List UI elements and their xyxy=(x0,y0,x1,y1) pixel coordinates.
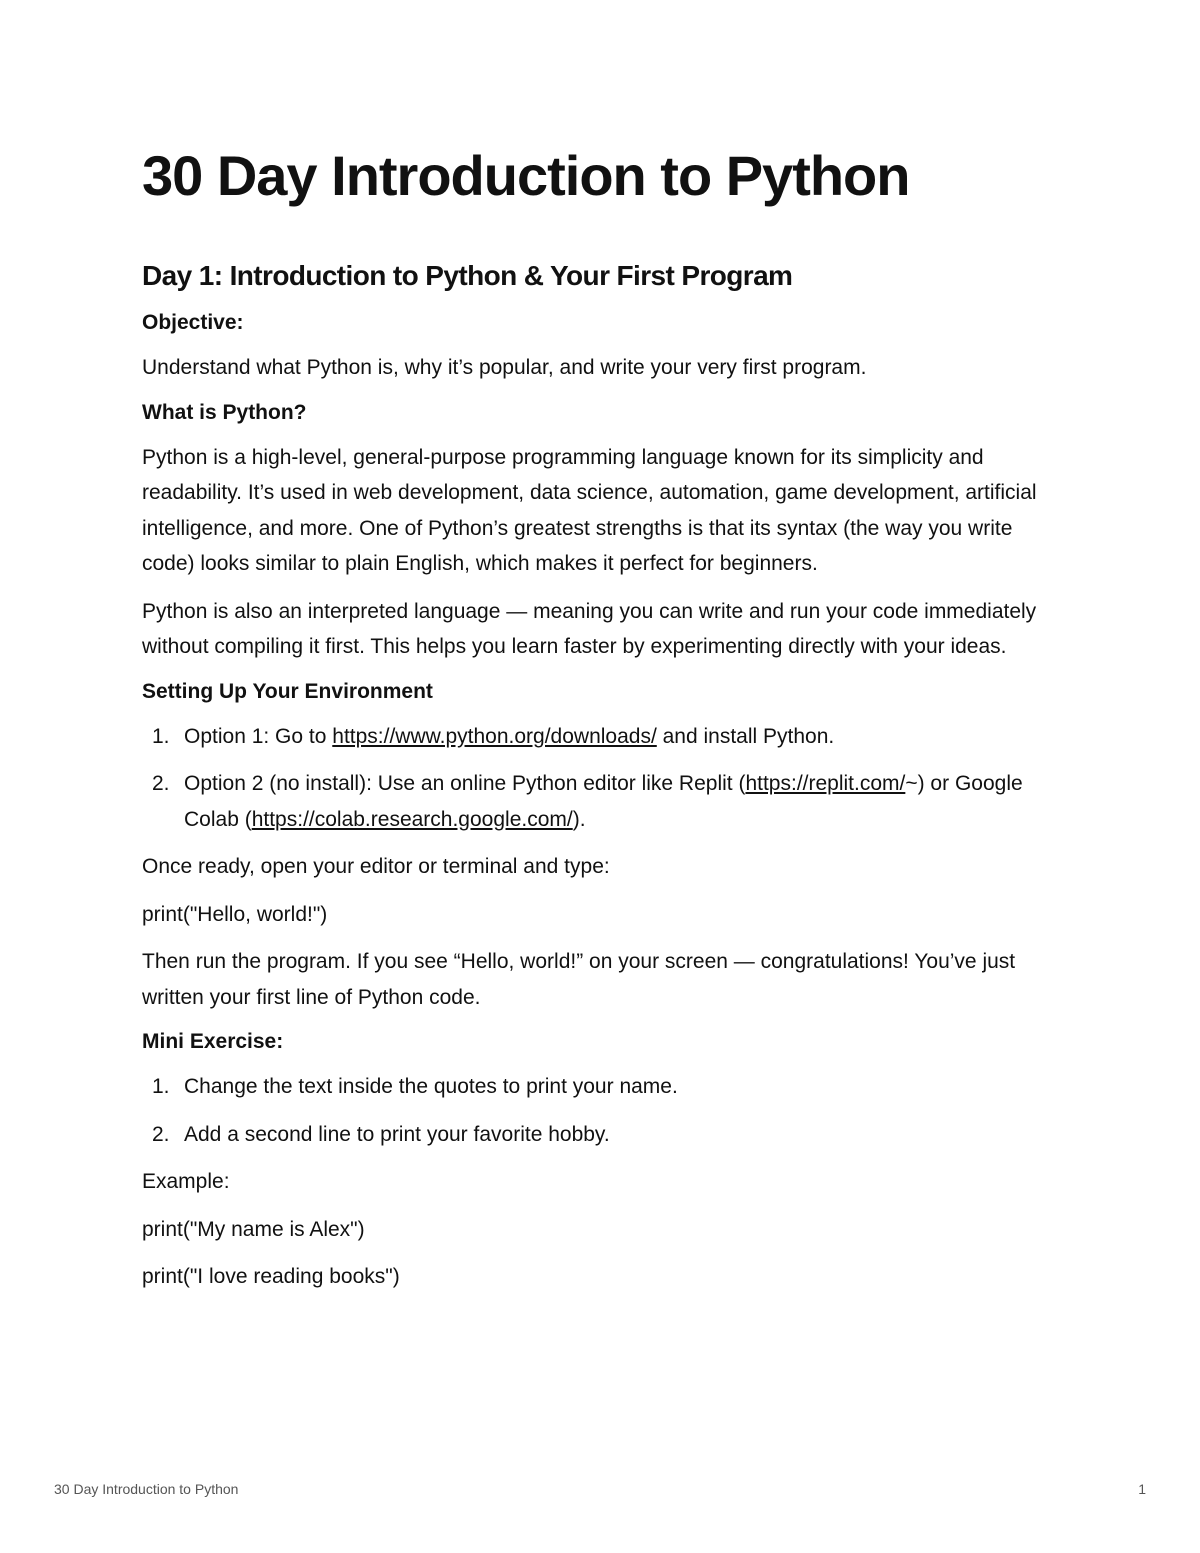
python-downloads-link[interactable]: https://www.python.org/downloads/ xyxy=(332,724,657,748)
code-example-1: print("My name is Alex") xyxy=(142,1217,365,1241)
list-text: Change the text inside the quotes to print your name. xyxy=(184,1075,678,1098)
list-item xyxy=(142,766,1062,837)
list-number: 2. xyxy=(152,1122,170,1146)
objective-text: Understand what Python is, why it’s popular, and write your very first program. xyxy=(142,356,867,379)
example-label: Example: xyxy=(142,1170,230,1193)
page-content xyxy=(142,140,1062,1295)
list-text: ~) or Google Colab ( xyxy=(184,772,1023,831)
setup-label: Setting Up Your Environment xyxy=(142,679,433,703)
objective-label: Objective: xyxy=(142,311,244,334)
list-item xyxy=(142,1069,1062,1105)
replit-link[interactable]: https://replit.com/ xyxy=(745,772,906,795)
once-ready-text: Once ready, open your editor or terminal and type: xyxy=(142,855,610,878)
what-is-python-label: What is Python? xyxy=(142,400,307,424)
code-example-2: print("I love reading books") xyxy=(142,1265,400,1288)
colab-link[interactable]: https://colab.research.google.com/ xyxy=(251,807,573,831)
page-footer xyxy=(54,1477,1146,1501)
setup-list xyxy=(142,719,1062,838)
page-number: 1 xyxy=(1138,1481,1146,1497)
footer-title: 30 Day Introduction to Python xyxy=(54,1481,239,1497)
mini-exercise-label: Mini Exercise: xyxy=(142,1030,284,1053)
list-text: and install Python. xyxy=(656,724,835,748)
list-text: Option 1: Go to xyxy=(184,724,333,748)
list-number: 1. xyxy=(152,1075,170,1098)
then-run-text: Then run the program. If you see “Hello, world!” on your screen — congratulations! You’ve just written your first line of Python code. xyxy=(142,950,1016,1009)
list-text: Add a second line to print your favorite hobby. xyxy=(184,1122,610,1146)
what-is-python-paragraph-2: Python is also an interpreted language — meaning you can write and run your code immediately without compiling it first. This helps you learn faster by experimenting directly with your ideas. xyxy=(142,599,1037,658)
list-item xyxy=(142,1117,1062,1153)
code-hello-world: print("Hello, world!") xyxy=(142,902,328,926)
list-number: 1. xyxy=(152,724,170,748)
list-text: Option 2 (no install): Use an online Python editor like Replit ( xyxy=(184,772,746,795)
document-title: 30 Day Introduction to Python xyxy=(142,144,910,207)
mini-exercise-list xyxy=(142,1069,1062,1152)
list-text: ). xyxy=(572,807,586,831)
what-is-python-paragraph-1: Python is a high-level, general-purpose programming language known for its simplicity and readability. It’s used in web development, data science, automation, game development, artificial intelligence, and more. One of Python’s greatest strengths is that its syntax (the way you write code) looks similar to plain English, which makes it perfect for beginners. xyxy=(142,445,1037,575)
list-item xyxy=(142,719,1062,755)
list-number: 2. xyxy=(152,772,170,795)
day1-heading: Day 1: Introduction to Python & Your First Program xyxy=(142,260,793,291)
